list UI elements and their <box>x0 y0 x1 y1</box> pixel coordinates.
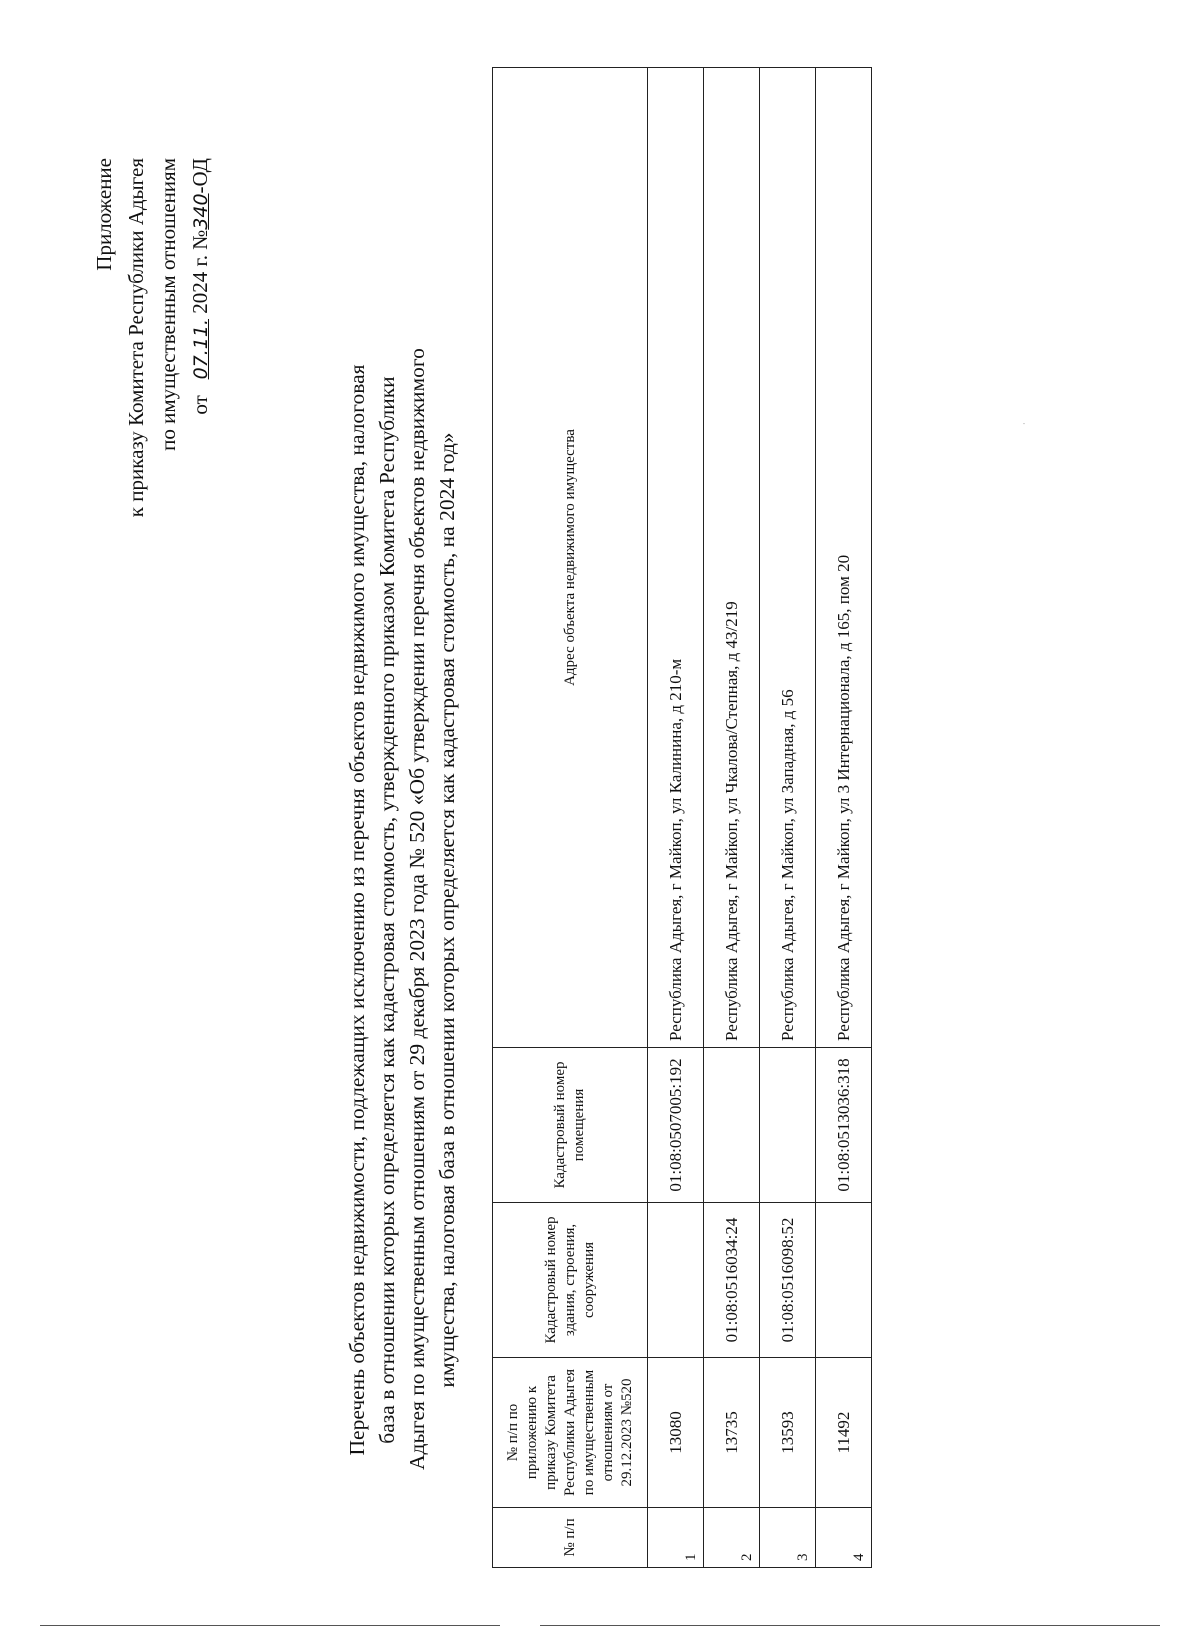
row-appendix-num: 13080 <box>648 1358 704 1508</box>
col-header-building-cadastral: Кадастровый номер здания, строения, сооружения <box>493 1203 648 1358</box>
year-and-number-label: 2024 г. № <box>188 229 212 314</box>
handwritten-order-number: 340 <box>190 193 212 230</box>
row-building-cadastral: 01:08:0516098:52 <box>760 1203 816 1358</box>
order-number-suffix: -ОД <box>188 158 212 194</box>
row-appendix-num: 13593 <box>760 1358 816 1508</box>
row-address: Республика Адыгея, г Майкоп, ул 3 Интернационала, д 165, пом 20 <box>816 68 872 1048</box>
handwritten-date: 07.11. <box>190 318 212 380</box>
row-building-cadastral <box>816 1203 872 1358</box>
table-row <box>648 68 704 1568</box>
row-appendix-num: 11492 <box>816 1358 872 1508</box>
appendix-header <box>88 158 217 517</box>
row-address: Республика Адыгея, г Майкоп, ул Западная, д 56 <box>760 68 816 1048</box>
row-premises-cadastral: 01:08:0513036:318 <box>816 1048 872 1203</box>
title-line-3: Адыгея по имущественным отношениям от 29 декабря 2023 года № 520 «Об утверждении перечня объектов недвижимого <box>405 348 429 1470</box>
table-row <box>760 68 816 1568</box>
appendix-committee-name: по имущественным отношениям <box>156 158 180 451</box>
row-address: Республика Адыгея, г Майкоп, ул Калинина, д 210-м <box>648 68 704 1048</box>
col-header-appendix-num: № п/п по приложению к приказу Комитета Республики Адыгея по имущественным отношениям от 29.12.2023 №520 <box>493 1358 648 1508</box>
col-header-num: № п/п <box>493 1508 648 1568</box>
scan-speck: · <box>1020 422 1029 425</box>
scan-edge-line-left <box>40 1625 500 1626</box>
row-building-cadastral <box>648 1203 704 1358</box>
appendix-date-number-line <box>184 158 217 517</box>
row-num: 1 <box>648 1508 704 1568</box>
row-num: 4 <box>816 1508 872 1568</box>
property-exclusion-table <box>492 67 872 1568</box>
appendix-label: Приложение <box>92 158 116 271</box>
row-premises-cadastral <box>760 1048 816 1203</box>
table-header-row <box>493 68 648 1568</box>
row-num: 2 <box>704 1508 760 1568</box>
title-line-2: база в отношении которых определяется как кадастровая стоимость, утвержденного приказом Комитета Республики <box>375 376 399 1444</box>
appendix-order-reference: к приказу Комитета Республики Адыгея <box>124 158 148 518</box>
row-premises-cadastral: 01:08:0507005:192 <box>648 1048 704 1203</box>
table-row <box>704 68 760 1568</box>
rotated-document-page <box>20 20 1100 1620</box>
row-address: Республика Адыгея, г Майкоп, ул Чкалова/Степная, д 43/219 <box>704 68 760 1048</box>
col-header-premises-cadastral: Кадастровый номер помещения <box>493 1048 648 1203</box>
document-title <box>342 350 462 1470</box>
row-building-cadastral: 01:08:0516034:24 <box>704 1203 760 1358</box>
date-prefix: от <box>188 395 212 415</box>
row-appendix-num: 13735 <box>704 1358 760 1508</box>
table-row <box>816 68 872 1568</box>
scan-edge-line-right <box>540 1625 1160 1626</box>
title-line-4: имущества, налоговая база в отношении которых определяется как кадастровая стоимость, на 2024 год» <box>435 432 459 1388</box>
col-header-address: Адрес объекта недвижимого имущества <box>493 68 648 1048</box>
title-line-1: Перечень объектов недвижимости, подлежащих исключению из перечня объектов недвижимого имущества, налоговая <box>345 364 369 1456</box>
row-premises-cadastral <box>704 1048 760 1203</box>
row-num: 3 <box>760 1508 816 1568</box>
